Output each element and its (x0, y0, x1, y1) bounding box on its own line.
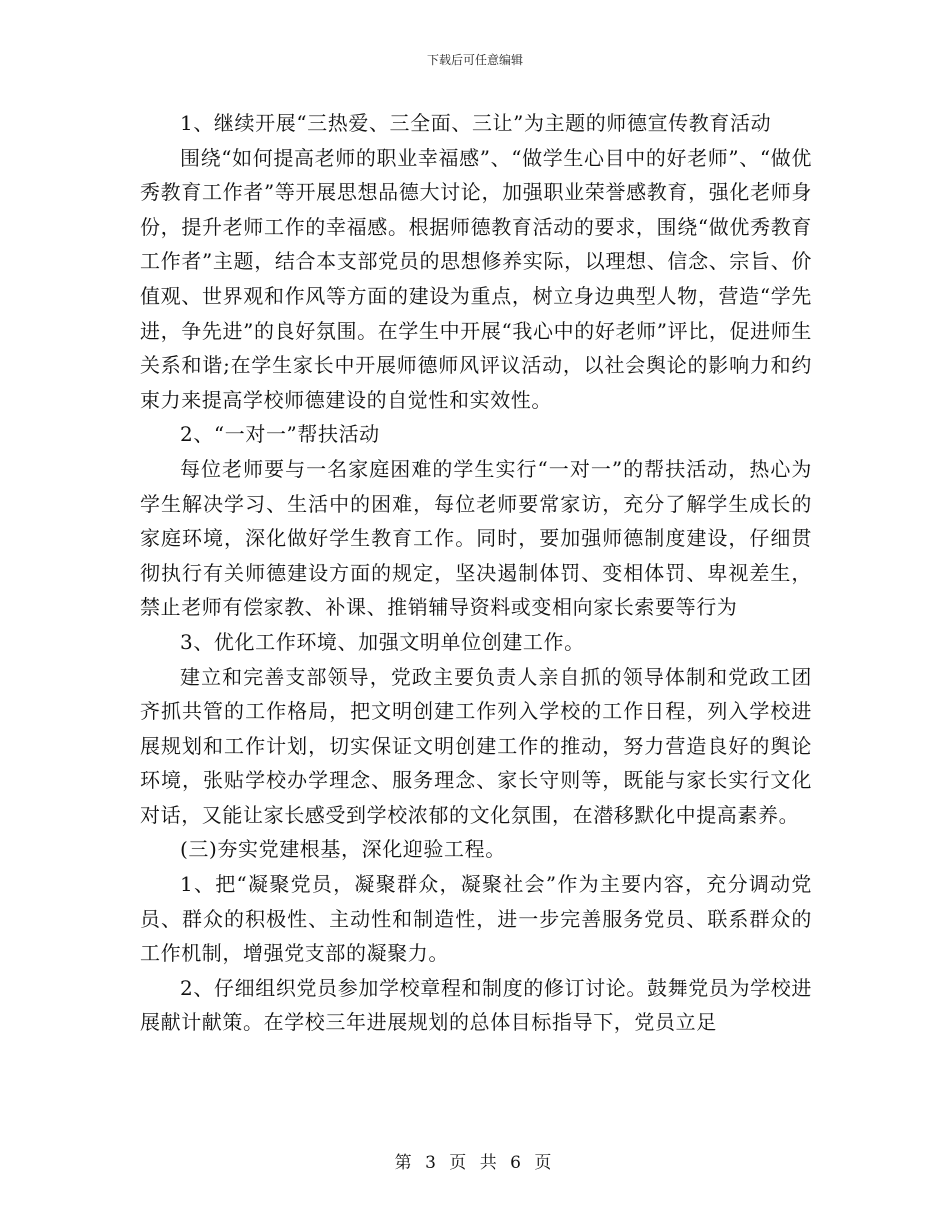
paragraph-1-heading: 1、继续开展“三热爱、三全面、三让”为主题的师德宣传教育活动 (180, 111, 772, 135)
paragraph-2-heading: 2、“一对一”帮扶活动 (180, 422, 380, 447)
page-number: 第 3 页 共 6 页 (394, 1153, 556, 1173)
paragraph-1-body: 围绕“如何提高老师的职业幸福感”、“做学生心目中的好老师”、“做优秀教育工作者”等开展思想品德大讨论，加强职业荣誉感教育，强化老师身份，提升老师工作的幸福感。根据师德教育活动的要求，围绕“做优秀教育工作者”主题，结合本支部党员的思想修养实际，以理想、信念、宗旨、价值观、世界观和作风等方面的建设为重点，树立身边典型人物，营造“学先进，争先进”的良好氛围。在学生中开展“我心中的好老师”评比，促进师生关系和谐;在学生家长中开展师德师风评议活动，以社会舆论的影响力和约束力来提高学校师德建设的自觉性和实效性。 (140, 145, 812, 412)
page-header-note: 下载后可任意编辑 (426, 53, 523, 67)
section-3-item-1: 1、把“凝聚党员，凝聚群众，凝聚社会”作为主要内容，充分调动党员、群众的积极性、主动性和制造性，进一步完善服务党员、联系群众的工作机制，增强党支部的凝聚力。 (140, 872, 812, 966)
paragraph-3-heading: 3、优化工作环境、加强文明单位创建工作。 (180, 629, 585, 654)
document-body (140, 106, 812, 1040)
section-3-heading: (三)夯实党建根基，深化迎验工程。 (180, 837, 506, 862)
section-3-item-2: 2、仔细组织党员参加学校章程和制度的修订讨论。鼓舞党员为学校进展献计献策。在学校三年进展规划的总体目标指导下，党员立足 (140, 975, 812, 1035)
paragraph-3-body: 建立和完善支部领导，党政主要负责人亲自抓的领导体制和党政工团齐抓共管的工作格局，把文明创建工作列入学校的工作日程，列入学校进展规划和工作计划，切实保证文明创建工作的推动，努力营造良好的舆论环境，张贴学校办学理念、服务理念、家长守则等，既能与家长实行文化对话，又能让家长感受到学校浓郁的文化氛围，在潜移默化中提高素养。 (140, 664, 812, 827)
paragraph-2-body: 每位老师要与一名家庭困难的学生实行“一对一”的帮扶活动，热心为学生解决学习、生活中的困难，每位老师要常家访，充分了解学生成长的家庭环境，深化做好学生教育工作。同时，要加强师德制度建设，仔细贯彻执行有关师德建设方面的规定，坚决遏制体罚、变相体罚、卑视差生，禁止老师有偿家教、补课、推销辅导资料或变相向家长索要等行为 (140, 456, 812, 620)
